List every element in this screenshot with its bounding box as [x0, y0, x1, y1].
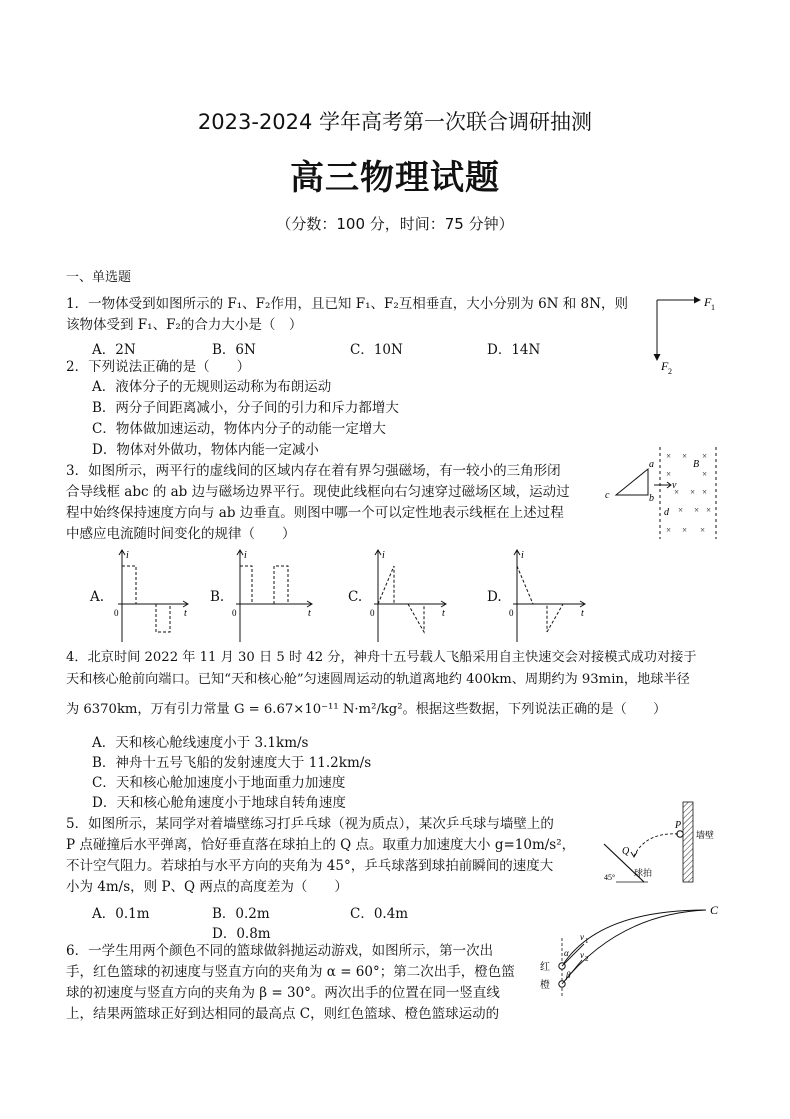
- q3-field-diagram: [596, 445, 726, 543]
- q3-a-label: a: [649, 459, 654, 470]
- q6-line1: 6．一学生用两个颜色不同的篮球做斜抛运动游戏，如图所示，第一次出: [66, 943, 494, 959]
- q5-Q-label: Q: [622, 846, 630, 857]
- q6-v1-sub: 1: [585, 937, 589, 945]
- f1-label: F: [704, 295, 712, 309]
- q3-b-label: b: [649, 493, 654, 504]
- q2-option-b: B．两分子间距离减小，分子间的引力和斥力都增大: [92, 400, 399, 416]
- q2-option-a: A．液体分子的无规则运动称为布朗运动: [92, 379, 332, 395]
- q5-option-a: A．0.1m: [92, 906, 150, 922]
- q6-line3: 球的初速度与竖直方向的夹角为 β = 30°。两次出手的位置在同一竖直线: [66, 985, 500, 1001]
- exam-subject: 高三物理试题: [290, 158, 500, 198]
- svg-text:×: ×: [682, 525, 688, 535]
- exam-meta: （分数：100 分，时间：75 分钟）: [276, 215, 514, 233]
- q4-option-d: D．天和核心舱角速度小于地球自转角速度: [92, 795, 346, 811]
- graph-c-i: i: [382, 550, 385, 561]
- q3-line1: 3．如图所示，两平行的虚线间的区域内存在着有界匀强磁场，有一较小的三角形闭: [66, 463, 561, 479]
- q2-option-c: C．物体做加速运动，物体内分子的动能一定增大: [92, 421, 386, 437]
- q1-force-diagram: [648, 290, 728, 378]
- q6-line4: 上，结果两篮球正好到达相同的最高点 C，则红色篮球、橙色篮球运动的: [66, 1006, 500, 1022]
- q6-v2-label: v: [580, 950, 584, 960]
- q3-line4: 中感应电流随时间变化的规律（ ）: [66, 526, 296, 542]
- svg-text:×: ×: [674, 487, 680, 497]
- q4-option-c: C．天和核心舱加速度小于地面重力加速度: [92, 775, 346, 791]
- q6-alpha-label: α: [564, 948, 569, 958]
- graph-b-i: i: [244, 550, 247, 561]
- q5-racket-label: 球拍: [634, 868, 653, 878]
- q1-line2: 该物体受到 F₁、F₂的合力大小是（ ）: [66, 317, 303, 333]
- q5-line3: 不计空气阻力。若球拍与水平方向的夹角为 45°，乒乓球落到球拍前瞬间的速度大: [66, 858, 554, 874]
- q1-line1: 1．一物体受到如图所示的 F₁、F₂作用，且已知 F₁、F₂互相垂直，大小分别为 6N 和 8N，则: [66, 296, 628, 312]
- svg-text:×: ×: [666, 525, 672, 535]
- q3-v-label: v: [672, 480, 677, 491]
- graph-d-label: D.: [487, 589, 502, 605]
- graph-d-t: t: [581, 608, 584, 619]
- q2-option-d: D．物体对外做功，物体内能一定减小: [92, 442, 319, 458]
- q6-C-label: C: [710, 903, 719, 917]
- q5-line1: 5．如图所示，某同学对着墙壁练习打乒乓球（视为质点），某次乒乓球与墙壁上的: [66, 816, 554, 832]
- q4-line1: 4．北京时间 2022 年 11 月 30 日 5 时 42 分，神舟十五号载人飞船采用自主快速交会对接模式成功对接于: [66, 650, 697, 665]
- q3-line2: 合导线框 abc 的 ab 边与磁场边界平行。现使此线框向右匀速穿过磁场区域，运动过: [66, 484, 570, 500]
- q5-wall-label: 墙壁: [696, 830, 715, 840]
- section-heading: 一、单选题: [66, 270, 132, 285]
- q1-option-a: A．2N: [92, 342, 136, 358]
- svg-text:×: ×: [690, 487, 696, 497]
- svg-text:×: ×: [694, 505, 700, 515]
- graph-b-label: B.: [210, 589, 225, 605]
- q5-option-d: D．0.8m: [212, 926, 271, 942]
- svg-text:×: ×: [706, 505, 712, 515]
- q1-option-d: D．14N: [487, 342, 541, 358]
- q2-stem: 2．下列说法正确的是（ ）: [66, 359, 251, 375]
- svg-text:×: ×: [666, 451, 672, 461]
- q1-option-c: C．10N: [350, 342, 403, 358]
- q4-option-a: A．天和核心舱线速度小于 3.1km/s: [92, 735, 309, 751]
- graph-a-origin: 0: [114, 608, 119, 618]
- q5-line2: P 点碰撞后水平弹离，恰好垂直落在球拍上的 Q 点。取重力加速度大小 g=10m/s²，: [66, 837, 576, 853]
- q5-option-b: B．0.2m: [212, 906, 270, 922]
- q6-orange-label: 橙: [540, 980, 550, 991]
- q6-line2: 手，红色篮球的初速度与竖直方向的夹角为 α = 60°；第二次出手，橙色篮: [66, 964, 515, 980]
- q5-option-c: C．0.4m: [350, 906, 409, 922]
- svg-text:×: ×: [702, 469, 708, 479]
- graph-d-i: i: [521, 550, 524, 561]
- f2-label: F: [661, 359, 669, 373]
- graph-c-origin: 0: [370, 608, 375, 618]
- graph-a: [110, 548, 200, 643]
- q5-line4: 小为 4m/s，则 P、Q 两点的高度差为（ ）: [66, 879, 348, 895]
- svg-text:×: ×: [700, 525, 706, 535]
- q6-v1-label: v: [580, 932, 584, 942]
- svg-text:×: ×: [666, 469, 672, 479]
- q4-option-b: B．神舟十五号飞船的发射速度大于 11.2km/s: [92, 755, 372, 771]
- svg-text:×: ×: [682, 451, 688, 461]
- f2-subscript: 2: [668, 367, 672, 376]
- q6-trajectory-diagram: [538, 890, 728, 1000]
- q6-v2-sub: 2: [585, 955, 589, 963]
- svg-text:×: ×: [678, 505, 684, 515]
- graph-a-i: i: [126, 550, 129, 561]
- graph-d: [505, 548, 595, 643]
- graph-a-label: A.: [90, 589, 105, 605]
- q3-line3: 程中始终保持速度方向与 ab 边垂直。则图中哪一个可以定性地表示线框在上述过程: [66, 505, 564, 521]
- graph-b: [228, 548, 323, 643]
- graph-d-origin: 0: [509, 608, 514, 618]
- svg-text:×: ×: [702, 487, 708, 497]
- exam-title: 2023-2024 学年高考第一次联合调研抽测: [197, 110, 593, 134]
- graph-c-label: C.: [348, 589, 363, 605]
- q5-P-label: P: [675, 820, 682, 831]
- graph-b-t: t: [308, 608, 311, 619]
- q3-B-label: B: [693, 459, 700, 470]
- graph-a-t: t: [184, 608, 187, 619]
- q4-line2: 天和核心舱前向端口。已知“天和核心舱”匀速圆周运动的轨道离地约 400km、周期约为 93min，地球半径: [66, 672, 690, 687]
- q3-c-label: c: [605, 490, 610, 501]
- q4-line3: 为 6370km，万有引力常量 G = 6.67×10⁻¹¹ N·m²/kg²。根据这些数据，下列说法正确的是（ ）: [66, 702, 667, 717]
- q3-d-label: d: [664, 507, 669, 518]
- graph-b-origin: 0: [232, 608, 237, 618]
- q6-red-label: 红: [540, 962, 550, 973]
- q1-option-b: B．6N: [212, 342, 256, 358]
- graph-c-t: t: [442, 608, 445, 619]
- f1-subscript: 1: [711, 303, 715, 312]
- q6-beta-label: β: [566, 970, 571, 980]
- svg-text:×: ×: [702, 451, 708, 461]
- q5-wall-diagram: [596, 798, 726, 886]
- graph-c: [366, 548, 456, 643]
- q5-angle-label: 45°: [604, 873, 616, 882]
